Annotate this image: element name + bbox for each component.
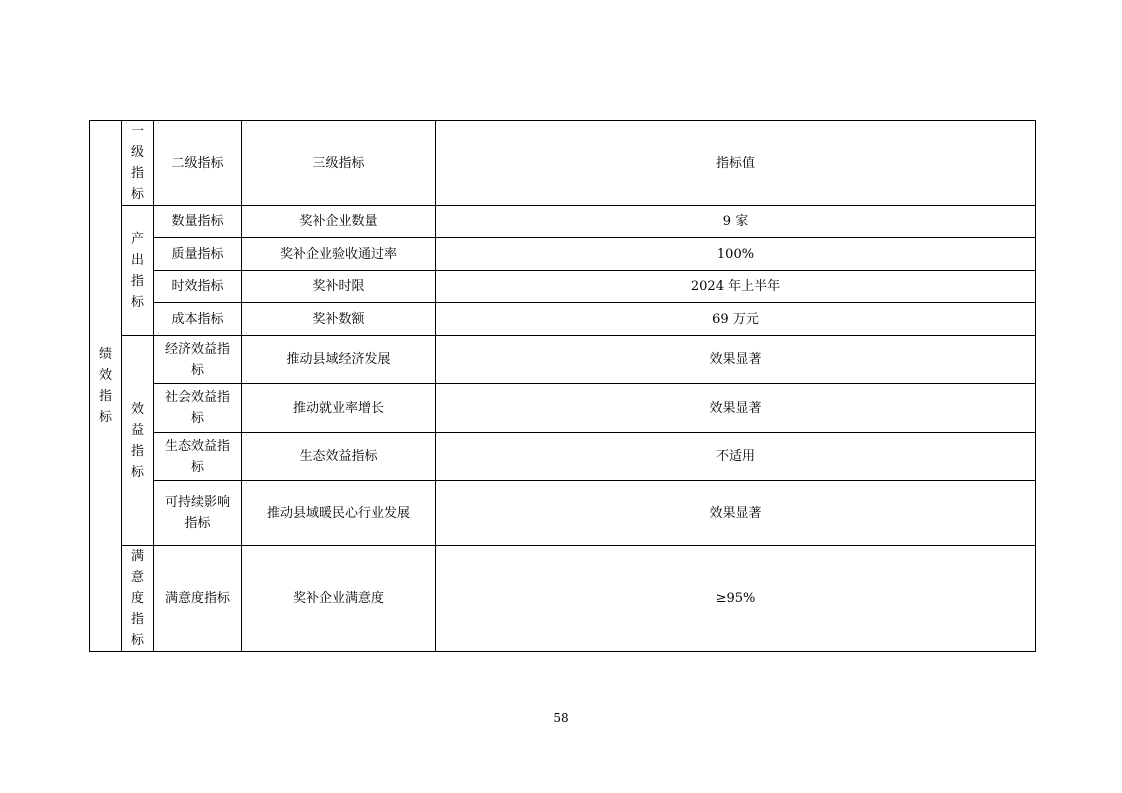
table-row: [90, 238, 1036, 271]
level3-cell: 奖补企业数量: [242, 206, 436, 238]
value-cell: 效果显著: [436, 336, 1036, 384]
value-cell: 不适用: [436, 433, 1036, 481]
value-cell: 2024 年上半年: [436, 271, 1036, 303]
level2-header: 二级指标: [154, 121, 242, 206]
page-number: 58: [553, 711, 569, 725]
table-row: [90, 206, 1036, 238]
table-row: [90, 271, 1036, 303]
value-cell: 效果显著: [436, 384, 1036, 433]
level2-cell: 社会效益指标: [154, 384, 242, 433]
table-row: [90, 433, 1036, 481]
level3-cell: 奖补企业验收通过率: [242, 238, 436, 271]
level2-cell: 经济效益指标: [154, 336, 242, 384]
level3-cell: 奖补企业满意度: [242, 546, 436, 652]
table-header-row: [90, 121, 1036, 206]
table-row: [90, 481, 1036, 546]
level3-header: 三级指标: [242, 121, 436, 206]
level2-cell: 满意度指标: [154, 546, 242, 652]
output-indicators-label: 产 出 指 标: [122, 206, 154, 336]
level3-cell: 生态效益指标: [242, 433, 436, 481]
level2-cell: 数量指标: [154, 206, 242, 238]
value-cell: 69 万元: [436, 303, 1036, 336]
performance-indicators-label: 绩 效 指 标: [90, 121, 122, 652]
table-row: [90, 303, 1036, 336]
value-cell: 100%: [436, 238, 1036, 271]
value-header: 指标值: [436, 121, 1036, 206]
level3-cell: 推动县域暖民心行业发展: [242, 481, 436, 546]
level2-cell: 可持续影响指标: [154, 481, 242, 546]
table-row: [90, 336, 1036, 384]
table-row: [90, 384, 1036, 433]
level2-cell: 质量指标: [154, 238, 242, 271]
value-cell: 9 家: [436, 206, 1036, 238]
level2-cell: 生态效益指标: [154, 433, 242, 481]
level1-header: 一 级 指 标: [122, 121, 154, 206]
level3-cell: 推动就业率增长: [242, 384, 436, 433]
value-cell: ≥95%: [436, 546, 1036, 652]
level2-cell: 时效指标: [154, 271, 242, 303]
value-cell: 效果显著: [436, 481, 1036, 546]
level3-cell: 奖补数额: [242, 303, 436, 336]
satisfaction-indicators-label: 满 意 度 指 标: [122, 546, 154, 652]
benefit-indicators-label: 效 益 指 标: [122, 336, 154, 546]
table-row: [90, 546, 1036, 652]
level2-cell: 成本指标: [154, 303, 242, 336]
level3-cell: 奖补时限: [242, 271, 436, 303]
performance-indicator-table: [89, 120, 1036, 652]
level3-cell: 推动县域经济发展: [242, 336, 436, 384]
